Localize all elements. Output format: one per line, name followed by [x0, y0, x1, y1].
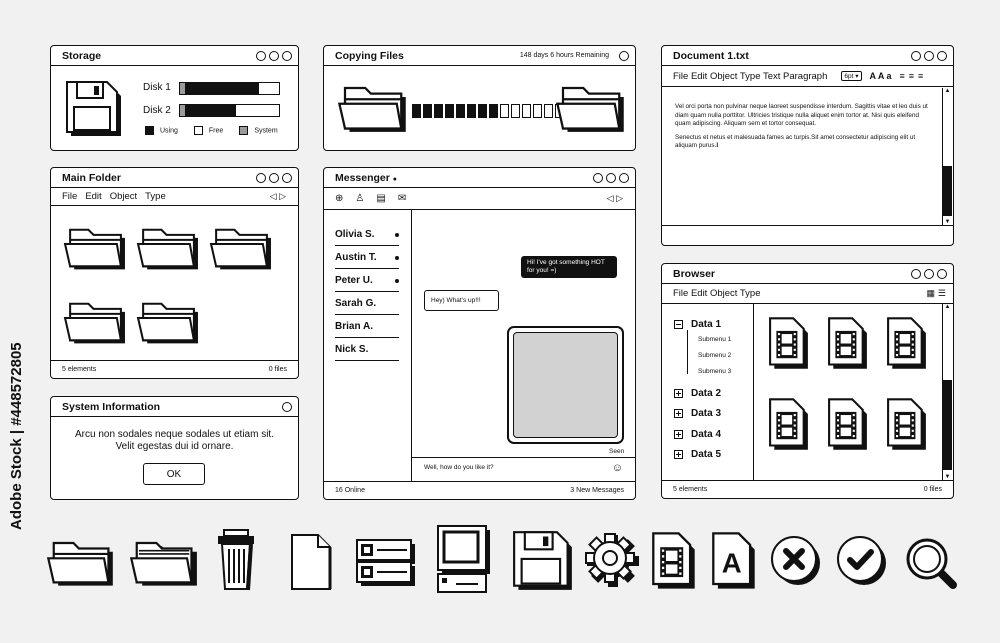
window-title: Browser	[673, 267, 716, 280]
back-arrow-icon[interactable]: ◁	[606, 193, 614, 203]
disk-1-label: Disk 1	[143, 82, 171, 93]
disk-2-label: Disk 2	[143, 105, 171, 116]
online-count: 16 Online	[335, 487, 365, 494]
document-menubar	[662, 66, 953, 87]
window-title: Messenger ●	[335, 171, 398, 184]
maximize-button[interactable]	[269, 51, 279, 61]
maximize-button[interactable]	[924, 269, 934, 279]
messenger-statusbar	[324, 481, 635, 499]
minimize-button[interactable]	[593, 173, 603, 183]
dialog-message: Arcu non sodales neque sodales ut etiam sit. Velit egestas dui id ornare.	[74, 429, 274, 452]
add-contact-icon[interactable]: ⊕	[335, 193, 344, 204]
folder-icon[interactable]	[135, 295, 200, 345]
tree-item[interactable]: Data 5	[674, 449, 721, 460]
main-folder-statusbar	[51, 360, 298, 378]
message-input[interactable]: Well, how do you like it? ☺	[412, 457, 635, 477]
forward-arrow-icon[interactable]: ▷	[279, 191, 286, 201]
main-folder-menubar	[51, 188, 298, 206]
video-file-icon[interactable]	[768, 316, 810, 371]
incoming-message: Hey) What's up!!!	[424, 290, 499, 311]
video-file-icon[interactable]	[827, 397, 869, 452]
progress-segment	[478, 104, 487, 118]
messenger-titlebar[interactable]	[324, 168, 635, 188]
expand-icon	[674, 430, 683, 439]
progress-segment	[522, 104, 531, 118]
align-left-icon[interactable]: ≡	[899, 71, 905, 81]
folder-icon[interactable]	[208, 221, 273, 271]
window-controls	[619, 51, 629, 61]
progress-segment	[456, 104, 465, 118]
submenu-item[interactable]: Submenu 3	[698, 368, 732, 375]
progress-segment	[489, 104, 498, 118]
contact-item[interactable]: Olivia S.	[335, 224, 399, 246]
close-button[interactable]	[619, 173, 629, 183]
contact-item[interactable]: Austin T.	[335, 247, 399, 269]
menu-type[interactable]: Type	[145, 191, 166, 202]
collapse-icon	[674, 320, 683, 329]
grid-view-icon[interactable]: ▦	[926, 288, 935, 298]
browser-statusbar	[662, 480, 953, 498]
document-scrollbar[interactable]: ▲ ▼	[942, 88, 952, 225]
folder-icon	[45, 533, 115, 588]
progress-segment	[467, 104, 476, 118]
minimize-button[interactable]	[911, 51, 921, 61]
outgoing-message: Hi! I've got something HOT for you! =)	[521, 256, 617, 278]
user-icon[interactable]: ♙	[355, 193, 365, 204]
document-titlebar[interactable]	[662, 46, 953, 66]
menu-file[interactable]: File	[62, 191, 78, 202]
document-body[interactable]	[675, 103, 933, 151]
file-count: 0 files	[923, 486, 942, 493]
tree-item[interactable]: Data 3	[674, 408, 721, 419]
document-icon	[288, 531, 334, 591]
disk-2-usage-bar	[179, 104, 280, 117]
legend-system: System	[239, 126, 277, 135]
menu-edit[interactable]: Edit	[85, 191, 102, 202]
close-button[interactable]	[937, 51, 947, 61]
close-button[interactable]	[282, 51, 292, 61]
progress-segment	[511, 104, 520, 118]
gear-icon	[584, 531, 640, 589]
server-icon	[355, 538, 417, 590]
video-file-icon[interactable]	[886, 316, 928, 371]
check-circle-icon	[836, 535, 888, 587]
window-title: Storage	[62, 49, 102, 62]
close-button[interactable]	[619, 51, 629, 61]
maximize-button[interactable]	[606, 173, 616, 183]
document-paragraph: Vel orci porta non pulvinar neque laoreet suspendisse interdum. Sagittis vitae et leo duis ut diam quam nulla porttitor. Ultricies tristique nulla aliquet enim tortor at. Nisi quis eleifend quam adipiscing. Aliquam sem et tortor consequat.	[675, 103, 928, 127]
document-paragraph: Senectus et netus et malesuada fames ac turpis.Sit amet consectetur adipiscing elit ut aliquam purus.I	[675, 133, 916, 149]
computer-icon	[434, 524, 494, 596]
emoji-icon[interactable]: ☺	[611, 461, 623, 474]
mail-icon[interactable]: ✉	[397, 193, 407, 204]
list-view-icon[interactable]: ☰	[937, 288, 946, 298]
contact-item[interactable]: Sarah G.	[335, 293, 399, 315]
file-count: 0 files	[268, 366, 287, 373]
window-controls	[911, 269, 947, 279]
storage-legend	[145, 126, 278, 135]
video-file-icon[interactable]	[768, 397, 810, 452]
storage-titlebar[interactable]	[51, 46, 298, 66]
menu-object[interactable]: Object	[109, 191, 138, 202]
contact-item[interactable]: Peter U.	[335, 270, 399, 292]
font-file-icon	[711, 531, 757, 591]
folder-icon[interactable]	[62, 295, 127, 345]
close-circle-icon	[770, 535, 822, 587]
storage-window	[50, 45, 299, 151]
close-button[interactable]	[937, 269, 947, 279]
window-title: Main Folder	[62, 171, 121, 184]
folder-icon[interactable]	[135, 221, 200, 271]
align-center-icon[interactable]: ≡	[908, 71, 915, 81]
open-folder-icon	[128, 533, 198, 588]
window-controls	[256, 51, 292, 61]
sysinfo-titlebar[interactable]	[51, 397, 298, 417]
folder-icon	[336, 78, 408, 134]
browser-menubar	[662, 284, 953, 304]
contact-item[interactable]: Nick S.	[335, 339, 399, 361]
main-folder-window	[50, 167, 299, 379]
expand-icon	[674, 409, 683, 418]
font-size-select[interactable]: 6pt ▾	[841, 71, 861, 81]
progress-segment	[412, 104, 421, 118]
svg-text:A: A	[721, 547, 742, 579]
system-information-dialog	[50, 396, 299, 500]
element-count: 5 elements	[62, 366, 97, 373]
expand-icon	[674, 389, 683, 398]
legend-using: Using	[145, 126, 178, 135]
browser-scrollbar[interactable]: ▲ ▼	[942, 304, 952, 480]
browser-window	[661, 263, 954, 499]
tree-divider	[753, 304, 754, 480]
video-file-icon[interactable]	[827, 316, 869, 371]
floppy-disk-icon	[512, 530, 574, 590]
browser-titlebar[interactable]	[662, 264, 953, 284]
minimize-button[interactable]	[256, 51, 266, 61]
tree-item[interactable]: Data 1	[674, 319, 721, 330]
document-icon[interactable]: ▤	[376, 193, 386, 204]
video-file-icon[interactable]	[886, 397, 928, 452]
floppy-disk-icon	[65, 80, 123, 136]
folder-icon[interactable]	[62, 221, 127, 271]
progress-segment	[423, 104, 432, 118]
window-title: Document 1.txt	[673, 49, 749, 62]
window-controls	[593, 173, 629, 183]
watermark-text: Adobe Stock | #448572805	[8, 342, 25, 530]
window-title: Copying Files	[335, 49, 404, 62]
trash-icon	[215, 527, 257, 593]
search-icon	[903, 535, 957, 589]
close-button[interactable]	[282, 402, 292, 412]
browser-menu[interactable]: File Edit Object Type	[673, 288, 761, 299]
element-count: 5 elements	[673, 486, 708, 493]
time-remaining: 148 days 6 hours Remaining	[519, 52, 609, 59]
document-window	[661, 45, 954, 246]
window-controls	[282, 402, 292, 412]
image-attachment[interactable]	[507, 326, 624, 444]
maximize-button[interactable]	[269, 173, 279, 183]
text-style-buttons[interactable]: A A a	[869, 71, 892, 81]
progress-segment	[533, 104, 542, 118]
messenger-window	[323, 167, 636, 500]
folder-icon	[554, 78, 626, 134]
legend-free: Free	[194, 126, 223, 135]
tree-item[interactable]: Data 2	[674, 388, 721, 399]
tree-item[interactable]: Data 4	[674, 429, 721, 440]
align-right-icon[interactable]: ≡	[918, 71, 924, 81]
progress-segment	[434, 104, 443, 118]
submenu-item[interactable]: Submenu 1	[698, 336, 732, 343]
submenu-item[interactable]: Submenu 2	[698, 352, 732, 359]
messenger-toolbar	[324, 188, 635, 210]
progress-segment	[544, 104, 553, 118]
contact-item[interactable]: Brian A.	[335, 316, 399, 338]
close-button[interactable]	[282, 173, 292, 183]
minimize-button[interactable]	[911, 269, 921, 279]
main-folder-titlebar[interactable]	[51, 168, 298, 188]
progress-segment	[445, 104, 454, 118]
window-controls	[911, 51, 947, 61]
ok-button[interactable]: OK	[143, 463, 205, 485]
maximize-button[interactable]	[924, 51, 934, 61]
progress-segment	[500, 104, 509, 118]
window-title: System Information	[62, 400, 161, 413]
minimize-button[interactable]	[256, 173, 266, 183]
copying-files-window	[323, 45, 636, 151]
forward-arrow-icon[interactable]: ▷	[616, 193, 623, 203]
contacts-divider	[411, 210, 412, 481]
seen-status: Seen	[609, 448, 625, 455]
expand-icon	[674, 450, 683, 459]
window-controls	[256, 173, 292, 183]
disk-1-usage-bar	[179, 82, 280, 95]
back-arrow-icon[interactable]: ◁	[269, 191, 277, 201]
new-messages-count: 3 New Messages	[570, 487, 624, 494]
document-menu[interactable]: File Edit Object Type Text Paragraph	[673, 70, 828, 82]
video-file-icon	[651, 531, 697, 591]
copying-titlebar[interactable]	[324, 46, 635, 66]
